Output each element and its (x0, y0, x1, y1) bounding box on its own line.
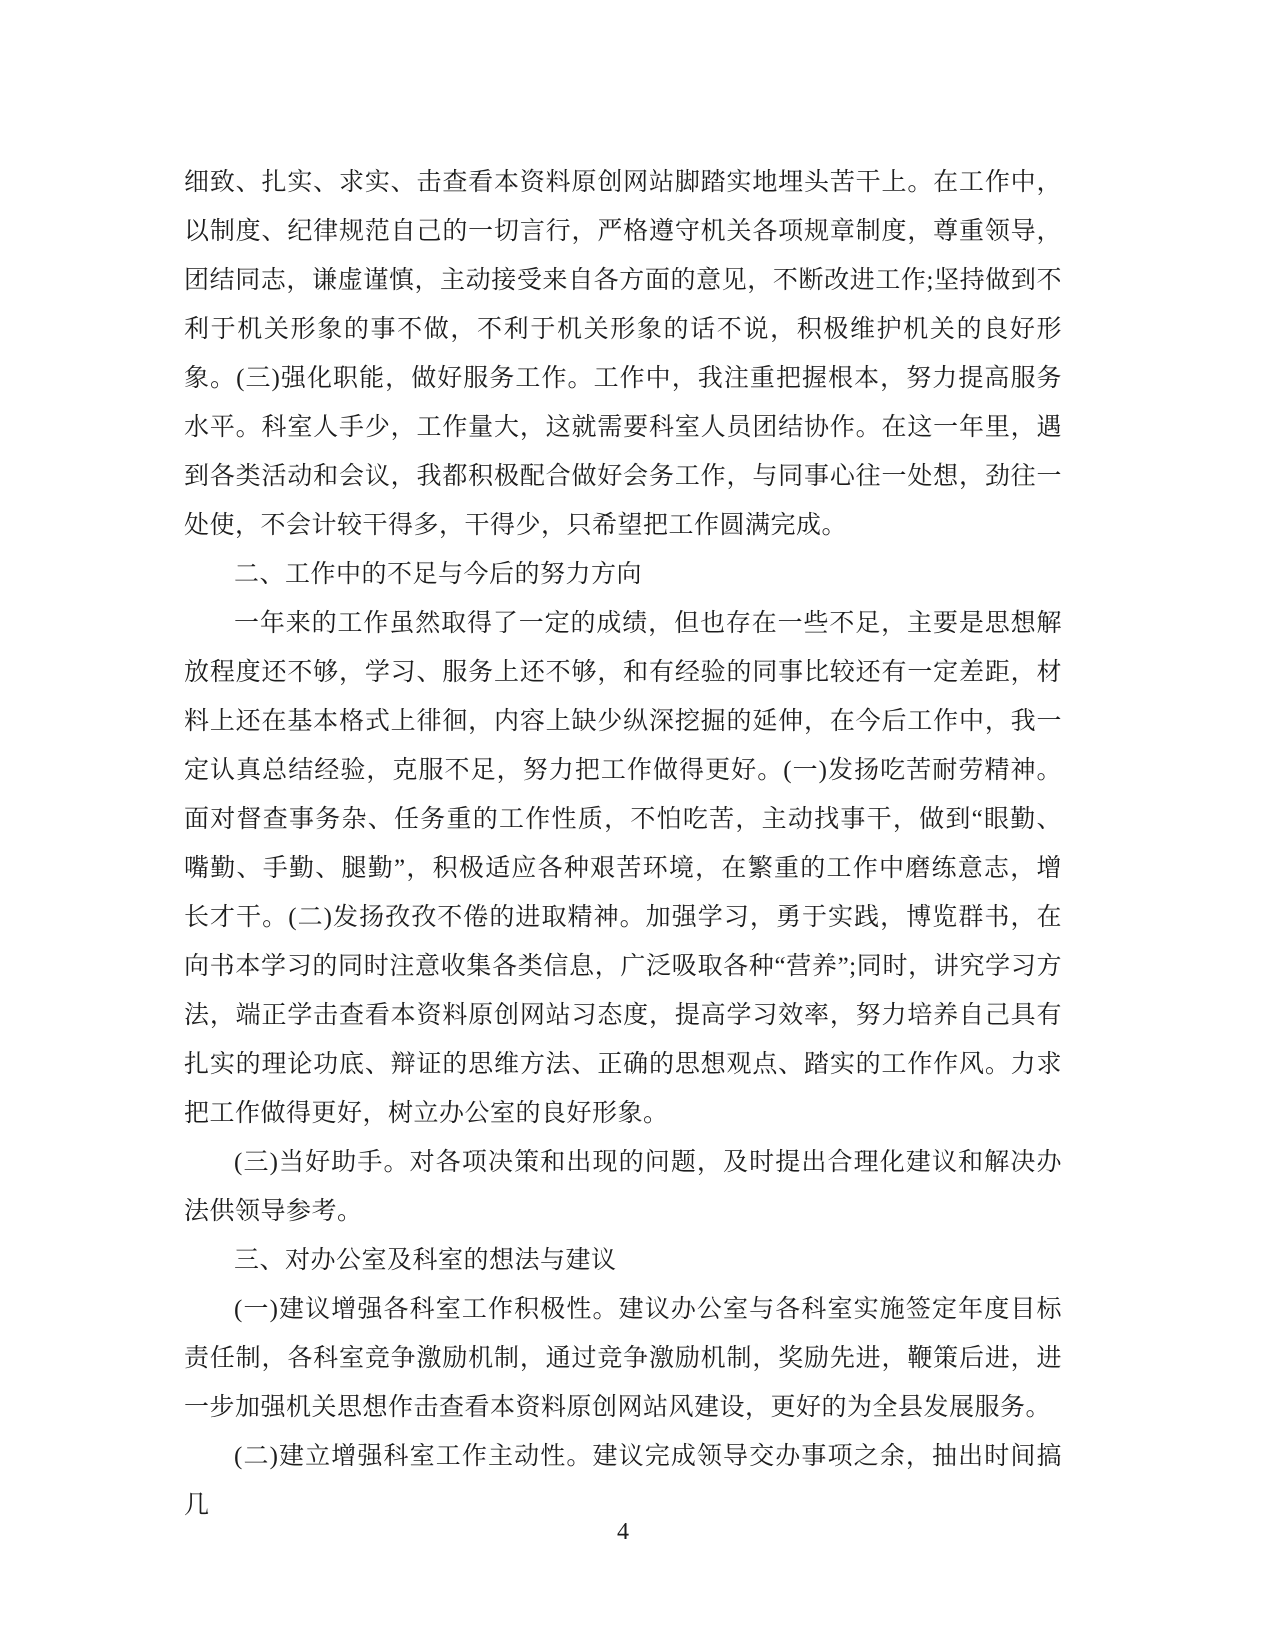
section-heading-2: 二、工作中的不足与今后的努力方向 (234, 561, 643, 588)
body-paragraph-suggestion-2: (二)建立增强科室工作主动性。建议完成领导交办事项之余，抽出时间搞几 (184, 1443, 1062, 1519)
body-paragraph-assistant: (三)当好助手。对各项决策和出现的问题，及时提出合理化建议和解决办法供领导参考。 (184, 1149, 1062, 1225)
section-heading-3: 三、对办公室及科室的想法与建议 (234, 1247, 617, 1274)
body-paragraph-shortcomings: 一年来的工作虽然取得了一定的成绩，但也存在一些不足，主要是思想解放程度还不够，学习、服务上还不够，和有经验的同事比较还有一定差距，材料上还在基本格式上徘徊，内容上缺少纵深挖掘的延伸，在今后工作中，我一定认真总结经验，克服不足，努力把工作做得更好。(一)发扬吃苦耐劳精神。面对督查事务杂、任务重的工作性质，不怕吃苦，主动找事干，做到“眼勤、嘴勤、手勤、腿勤”，积极适应各种艰苦环境，在繁重的工作中磨练意志，增长才干。(二)发扬孜孜不倦的进取精神。加强学习，勇于实践，博览群书，在向书本学习的同时注意收集各类信息，广泛吸取各种“营养”;同时，讲究学习方法，端正学击查看本资料原创网站习态度，提高学习效率，努力培养自己具有扎实的理论功底、辩证的思维方法、正确的思想观点、踏实的工作作风。力求把工作做得更好，树立办公室的良好形象。 (184, 610, 1062, 1127)
page-number: 4 (617, 1519, 629, 1545)
body-paragraph-suggestion-1: (一)建议增强各科室工作积极性。建议办公室与各科室实施签定年度目标责任制，各科室竞争激励机制，通过竞争激励机制，奖励先进，鞭策后进，进一步加强机关思想作击查看本资料原创网站风建设，更好的为全县发展服务。 (184, 1296, 1062, 1421)
document-body (184, 158, 1062, 1530)
body-paragraph-continuation: 细致、扎实、求实、击查看本资料原创网站脚踏实地埋头苦干上。在工作中，以制度、纪律规范自己的一切言行，严格遵守机关各项规章制度，尊重领导，团结同志，谦虚谨慎，主动接受来自各方面的意见，不断改进工作;坚持做到不利于机关形象的事不做，不利于机关形象的话不说，积极维护机关的良好形象。(三)强化职能，做好服务工作。工作中，我注重把握根本，努力提高服务水平。科室人手少，工作量大，这就需要科室人员团结协作。在这一年里，遇到各类活动和会议，我都积极配合做好会务工作，与同事心往一处想，劲往一处使，不会计较干得多，干得少，只希望把工作圆满完成。 (184, 169, 1062, 539)
